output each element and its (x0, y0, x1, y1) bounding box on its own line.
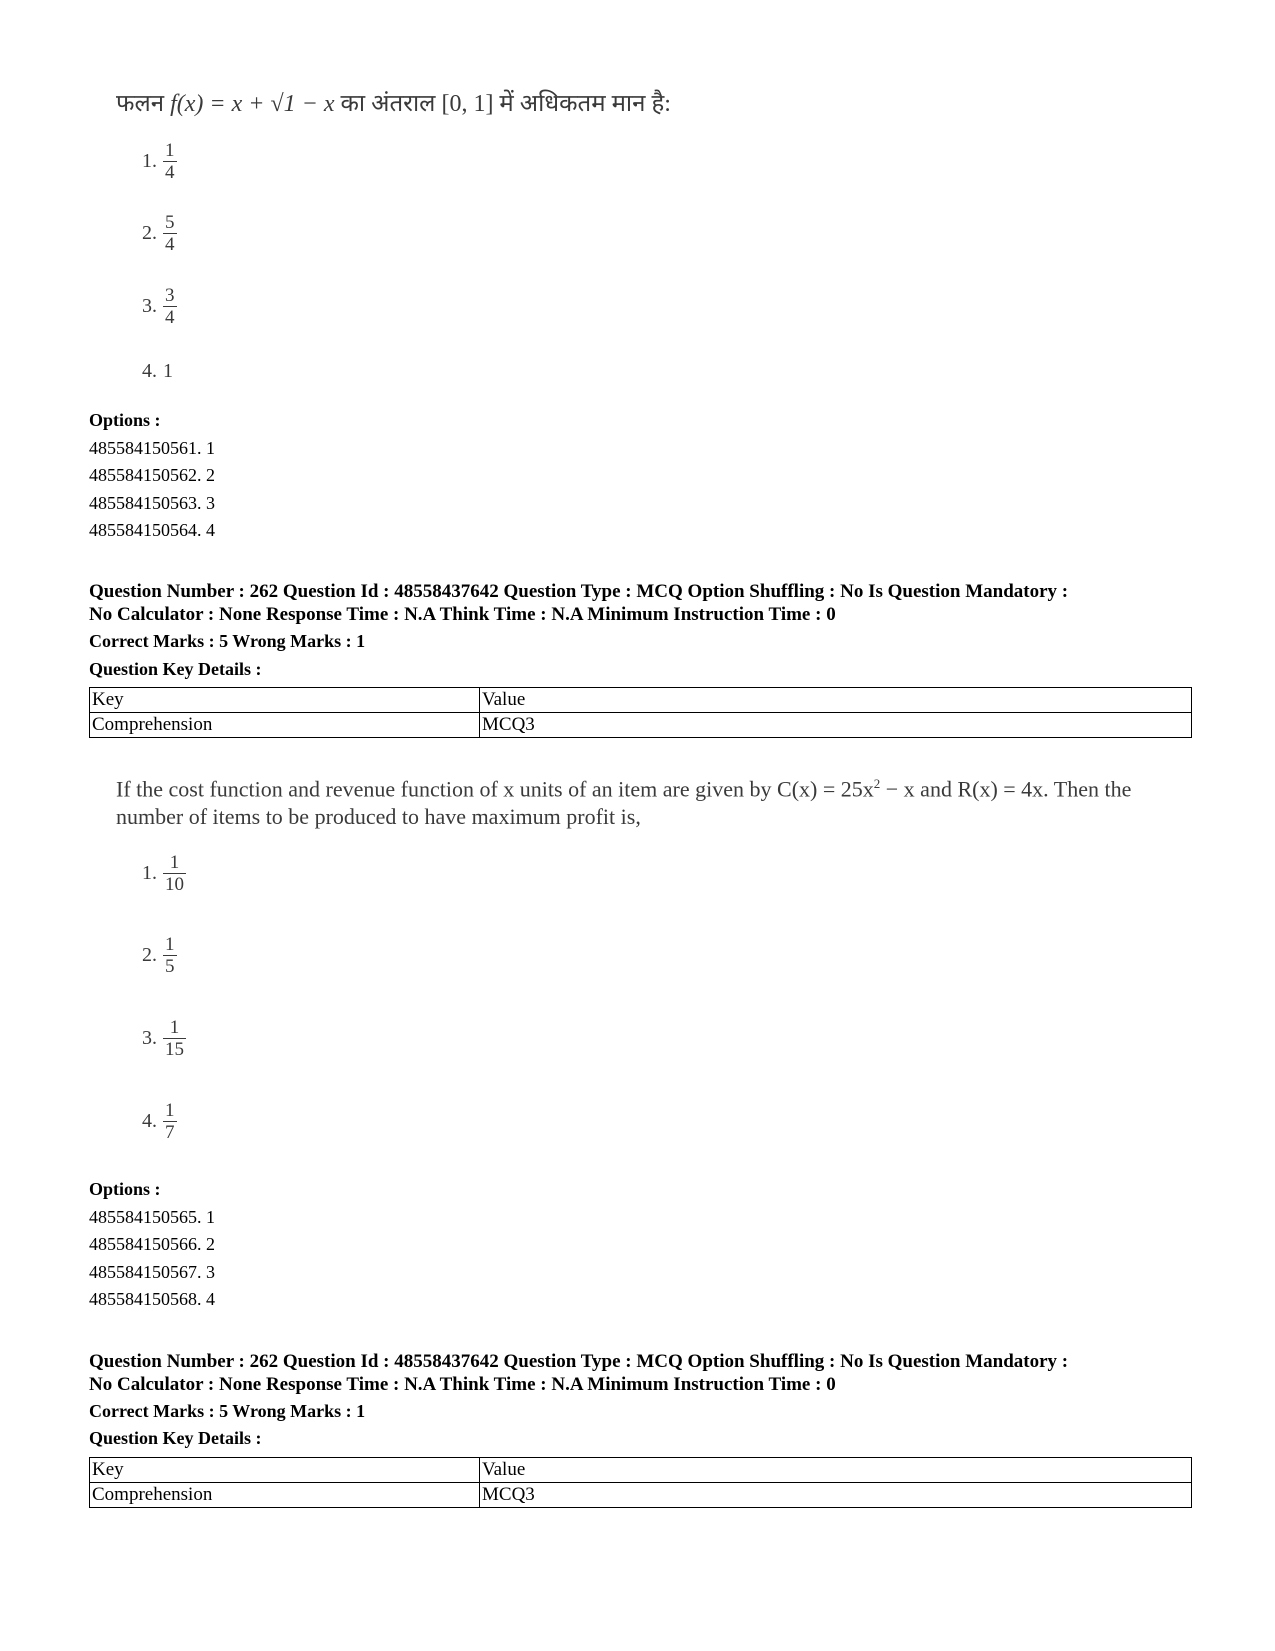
option-id: 485584150566. 2 (89, 1234, 215, 1254)
option-number: 4. (142, 1110, 157, 1132)
stem-suffix: का अंतराल [0, 1] में अधिकतम मान है: (340, 91, 671, 117)
q1-option-2 (142, 212, 177, 255)
fraction: $\frac{1}{4}$ (165, 140, 175, 183)
options-label: Options : (89, 410, 161, 430)
fraction: $\frac{1}{7}$ (165, 1100, 175, 1143)
stem-part-a: If the cost function and revenue function of x units of an item are given by C(x) = 25x (116, 776, 874, 802)
option-id: 485584150565. 1 (89, 1206, 215, 1227)
q2-option-3 (142, 1017, 186, 1060)
option-id: 485584150567. 3 (89, 1261, 215, 1282)
meta-line-2: No Calculator : None Response Time : N.A Think Time : N.A Minimum Instruction Time : 0 (89, 1374, 836, 1395)
option-id: 485584150564. 4 (89, 520, 215, 540)
stem-part-b: − x and R(x) = 4x. Then the number of items to be produced to have maximum profit is, (116, 776, 1132, 830)
fraction: $\frac{5}{4}$ (165, 212, 175, 255)
stem-superscript: 2 (873, 776, 881, 791)
meta-line-1: Question Number : 262 Question Id : 48558437642 Question Type : MCQ Option Shuffling : No Is Question Mandatory : (89, 581, 1069, 602)
table-row (90, 688, 1192, 713)
key-value-table (89, 687, 1192, 738)
key-details-label: Question Key Details : (89, 659, 262, 679)
question-meta-2 (89, 1350, 1209, 1396)
marks-line: Correct Marks : 5 Wrong Marks : 1 (89, 1401, 366, 1421)
table-row (90, 1483, 1192, 1508)
fraction: $\frac{1}{5}$ (165, 934, 175, 977)
option-number: 3. (142, 1027, 157, 1049)
stem-function: f(x) = x + √1 − x (170, 91, 335, 117)
table-header-key: Key (90, 1458, 480, 1483)
option-number: 1. (142, 862, 157, 884)
table-cell-key: Comprehension (90, 1483, 480, 1508)
option-value: 1 (163, 360, 173, 382)
question-meta-1 (89, 580, 1209, 626)
meta-line-2: No Calculator : None Response Time : N.A Think Time : N.A Minimum Instruction Time : 0 (89, 604, 836, 625)
q2-option-2 (142, 934, 177, 977)
table-cell-value: MCQ3 (480, 713, 1192, 738)
marks-line: Correct Marks : 5 Wrong Marks : 1 (89, 631, 366, 651)
question-2-stem (116, 770, 1176, 831)
q2-option-1 (142, 852, 186, 895)
key-value-table (89, 1457, 1192, 1508)
q1-option-4 (142, 360, 173, 383)
table-header-value: Value (480, 688, 1192, 713)
q2-option-4 (142, 1100, 177, 1143)
table-row (90, 713, 1192, 738)
meta-line-1: Question Number : 262 Question Id : 48558437642 Question Type : MCQ Option Shuffling : No Is Question Mandatory : (89, 1351, 1069, 1372)
stem-prefix: फलन (116, 91, 165, 117)
fraction: $\frac{1}{10}$ (165, 852, 184, 895)
q1-option-3 (142, 285, 177, 328)
table-row (90, 1458, 1192, 1483)
table-header-value: Value (480, 1458, 1192, 1483)
q1-option-1 (142, 140, 177, 183)
table-cell-key: Comprehension (90, 713, 480, 738)
option-number: 2. (142, 222, 157, 244)
option-id: 485584150562. 2 (89, 465, 215, 485)
options-label: Options : (89, 1179, 161, 1199)
q2-options-list (89, 1176, 215, 1314)
fraction: $\frac{3}{4}$ (165, 285, 175, 328)
key-details-label: Question Key Details : (89, 1428, 262, 1448)
table-header-key: Key (90, 688, 480, 713)
table-cell-value: MCQ3 (480, 1483, 1192, 1508)
option-number: 2. (142, 944, 157, 966)
option-id: 485584150561. 1 (89, 437, 215, 458)
option-id: 485584150568. 4 (89, 1289, 215, 1309)
option-number: 3. (142, 295, 157, 317)
option-id: 485584150563. 3 (89, 492, 215, 513)
option-number: 1. (142, 150, 157, 172)
q1-options-list (89, 407, 215, 545)
option-number: 4. (142, 360, 157, 382)
question-1-stem (116, 86, 671, 119)
fraction: $\frac{1}{15}$ (165, 1017, 184, 1060)
